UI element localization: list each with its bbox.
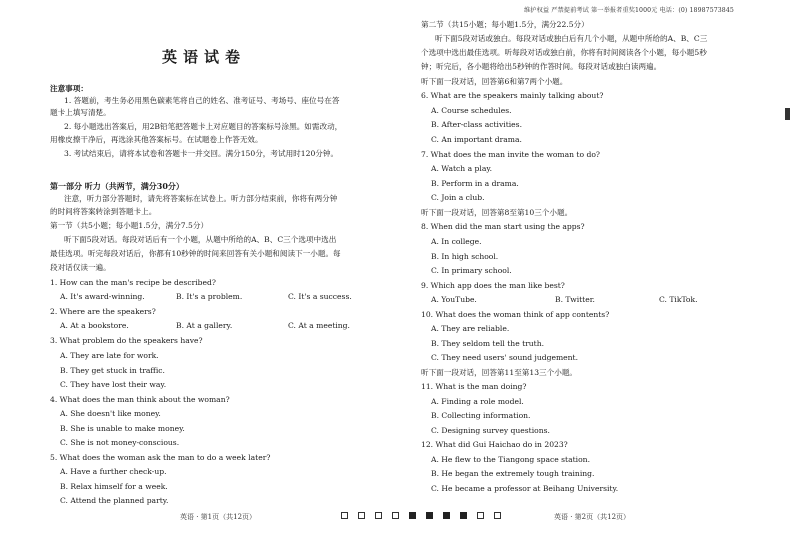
question-option: A. YouTube. [431, 295, 477, 304]
question-option: A. Finding a role model. [431, 397, 524, 406]
notes-line: 3. 考试结束后，请将本试卷和答题卡一并交回。满分150分，考试用时120分钟。 [64, 149, 339, 158]
question-option: A. It's award-winning. [60, 292, 145, 301]
question-option: A. She doesn't like money. [60, 409, 161, 418]
question-option: B. It's a problem. [176, 292, 243, 301]
notes-line: 用橡皮擦干净后，再选涂其他答案标号。在试题卷上作答无效。 [50, 135, 263, 144]
question-option: A. Watch a play. [431, 164, 493, 173]
page-title: 英语试卷 [162, 48, 247, 66]
question-stem: 12. What did Gui Haichao do in 2023? [421, 440, 568, 449]
edge-tab-mark [785, 108, 790, 120]
section1-intro: 段对话仅读一遍。 [50, 263, 111, 272]
question-option: A. In college. [431, 237, 482, 246]
question-option: A. He flew to the Tiangong space station. [431, 455, 590, 464]
question-stem: 11. What is the man doing? [421, 382, 527, 391]
notes-line: 题卡上填写清楚。 [50, 108, 111, 117]
question-option: B. They seldom tell the truth. [431, 339, 545, 348]
part1-intro: 注意，听力部分答题时，请先将答案标在试卷上。听力部分结束前，你将有两分钟 [64, 194, 338, 203]
right-page [397, 0, 794, 550]
alignment-marker [375, 512, 382, 519]
question-option: B. At a gallery. [176, 321, 233, 330]
page-footer-right: 英语 · 第2页（共12页） [554, 513, 631, 521]
question-stem: 10. What does the woman think of app contents? [421, 310, 610, 319]
question-option: A. They are late for work. [60, 351, 159, 360]
question-option: B. Perform in a drama. [431, 179, 519, 188]
notes-title: 注意事项： [50, 84, 88, 93]
question-option: B. She is unable to make money. [60, 424, 185, 433]
page-footer-left: 英语 · 第1页（共12页） [180, 513, 257, 521]
question-stem: 3. What problem do the speakers have? [50, 336, 203, 345]
question-option: B. He began the extremely tough training. [431, 469, 595, 478]
question-option: B. Twitter. [555, 295, 595, 304]
alignment-marker [341, 512, 348, 519]
anti-cheat-notice: 维护权益 严禁提前考试 第一举报者重奖1000元 电话：(0) 18987573845 [524, 7, 734, 14]
section2-intro: 听下面5段对话或独白。每段对话或独白后有几个小题，从题中所给的A、B、C三 [435, 34, 708, 43]
question-stem: 2. Where are the speakers? [50, 307, 156, 316]
notes-line: 1. 答题前，考生务必用黑色碳素笔将自己的姓名、准考证号、考场号、座位号在答 [64, 96, 340, 105]
question-stem: 8. When did the man start using the apps? [421, 222, 585, 231]
question-option: B. After-class activities. [431, 120, 522, 129]
question-option: B. They get stuck in traffic. [60, 366, 165, 375]
question-option: C. They need users' sound judgement. [431, 353, 579, 362]
question-stem: 1. How can the man's recipe be described? [50, 278, 216, 287]
question-option: C. Designing survey questions. [431, 426, 550, 435]
question-option: A. They are reliable. [431, 324, 510, 333]
question-stem: 4. What does the man think about the woman? [50, 395, 230, 404]
dialogue-lead: 听下面一段对话，回答第11至第13三个小题。 [421, 368, 578, 377]
question-option: C. In primary school. [431, 266, 512, 275]
question-stem: 5. What does the woman ask the man to do a week later? [50, 453, 271, 462]
question-option: C. At a meeting. [288, 321, 350, 330]
question-option: A. Course schedules. [431, 106, 512, 115]
question-option: A. At a bookstore. [60, 321, 129, 330]
question-option: B. In high school. [431, 252, 499, 261]
section2-intro: 个选项中选出最佳选项。听每段对话或独白前，你将有时间阅读各个小题，每小题5秒 [421, 48, 707, 57]
section2-intro: 钟；听完后，各小题将给出5秒钟的作答时间。每段对话或独白读两遍。 [421, 62, 662, 71]
section1-intro: 听下面5段对话。每段对话后有一个小题，从题中所给的A、B、C三个选项中选出 [64, 235, 337, 244]
question-stem: 6. What are the speakers mainly talking about? [421, 91, 604, 100]
dialogue-lead: 听下面一段对话，回答第8至第10三个小题。 [421, 208, 573, 217]
question-stem: 7. What does the man invite the woman to do? [421, 150, 600, 159]
question-stem: 9. Which app does the man like best? [421, 281, 565, 290]
section2-title: 第二节（共15小题；每小题1.5分，满分22.5分） [421, 20, 589, 29]
notes-line: 2. 每小题选出答案后，用2B铅笔把答题卡上对应题目的答案标号涂黑。如需改动， [64, 122, 343, 131]
part1-title: 第一部分 听力（共两节，满分30分） [50, 181, 184, 191]
question-option: C. Attend the planned party. [60, 496, 169, 505]
dialogue-lead: 听下面一段对话，回答第6和第7两个小题。 [421, 77, 568, 86]
question-option: C. It's a success. [288, 292, 352, 301]
question-option: C. TikTok. [659, 295, 698, 304]
question-option: C. They have lost their way. [60, 380, 167, 389]
question-option: C. Join a club. [431, 193, 485, 202]
question-option: A. Have a further check-up. [60, 467, 167, 476]
question-option: C. He became a professor at Beihang University. [431, 484, 619, 493]
question-option: C. She is not money-conscious. [60, 438, 180, 447]
question-option: B. Collecting information. [431, 411, 531, 420]
question-option: C. An important drama. [431, 135, 522, 144]
part1-intro: 的时间将答案转涂到答题卡上。 [50, 207, 157, 216]
question-option: B. Relax himself for a week. [60, 482, 168, 491]
section1-intro: 最佳选项。听完每段对话后，你都有10秒钟的时间来回答有关小题和阅读下一小题。每 [50, 249, 341, 258]
section1-title: 第一节（共5小题；每小题1.5分，满分7.5分） [50, 221, 209, 230]
alignment-marker [358, 512, 365, 519]
